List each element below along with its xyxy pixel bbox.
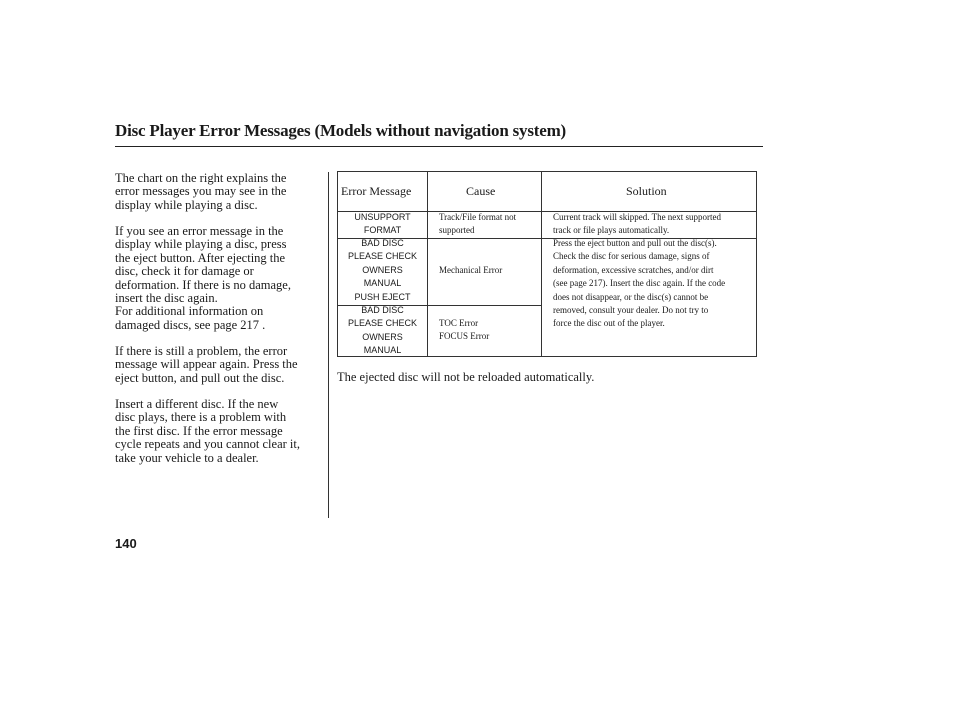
- solution-line: force the disc out of the player.: [553, 318, 665, 329]
- text-line: If you see an error message in the: [115, 224, 284, 238]
- error-messages-table: [337, 171, 757, 357]
- solution-line: removed, consult your dealer. Do not try to: [553, 305, 709, 316]
- table-divider: [427, 172, 428, 356]
- solution-line: does not disappear, or the disc(s) cannot be: [553, 291, 709, 302]
- header-error-message: Error Message: [341, 184, 412, 198]
- solution-line: deformation, excessive scratches, and/or dirt: [553, 264, 714, 275]
- text-line: the eject button. After ejecting the: [115, 250, 286, 265]
- cause-line: Track/File format not: [439, 212, 517, 222]
- cause-line: FOCUS Error: [439, 331, 490, 342]
- error-message-cell: [338, 211, 427, 238]
- solution-line: Check the disc for serious damage, signs of: [553, 251, 710, 262]
- solution-line: track or file plays automatically.: [553, 225, 670, 236]
- error-message-line: MANUAL: [363, 345, 402, 356]
- cause-line: TOC Error: [439, 318, 479, 328]
- cause-line: Mechanical Error: [439, 265, 503, 275]
- text-line: insert the disc again.: [115, 291, 218, 306]
- page-number: 140: [115, 536, 137, 551]
- text-line: take your vehicle to a dealer.: [115, 450, 259, 465]
- text-line: disc, check it for damage or: [115, 264, 254, 279]
- text-line: If there is still a problem, the error: [115, 344, 288, 358]
- error-message-cell: [338, 304, 427, 358]
- cause-cell: [439, 264, 502, 277]
- cause-cell: [439, 317, 489, 344]
- error-message-line: PLEASE CHECK: [347, 318, 418, 329]
- title-divider: [115, 146, 763, 147]
- text-line: message will appear again. Press the: [115, 357, 298, 372]
- text-line: disc plays, there is a problem with: [115, 410, 287, 425]
- text-line: eject button, and pull out the disc.: [115, 370, 285, 385]
- text-line: Insert a different disc. If the new: [115, 397, 279, 411]
- error-message-line: PLEASE CHECK: [347, 251, 418, 262]
- solution-cell: [553, 211, 721, 238]
- text-line: deformation. If there is no damage,: [115, 277, 291, 292]
- text-line: For additional information on: [115, 304, 264, 319]
- page-title: Disc Player Error Messages (Models without navigation system): [115, 121, 567, 140]
- column-divider: [328, 172, 329, 518]
- error-message-line: OWNERS: [362, 264, 403, 275]
- problem-persists-paragraph: [115, 345, 327, 385]
- different-disc-paragraph: [115, 398, 327, 465]
- eject-instructions-paragraph: [115, 225, 327, 332]
- text-line: error messages you may see in the: [115, 184, 287, 199]
- solution-line: Press the eject button and pull out the disc(s).: [553, 238, 717, 248]
- text-line: damaged discs, see page 217 .: [115, 317, 266, 332]
- text-line: The chart on the right explains the: [115, 171, 287, 185]
- cause-cell: [439, 211, 516, 238]
- cause-line: supported: [439, 225, 475, 236]
- header-cause: Cause: [466, 184, 496, 198]
- text-line: display while playing a disc, press: [115, 237, 287, 252]
- solution-line: (see page 217). Insert the disc again. If the code: [553, 278, 726, 289]
- error-message-line: OWNERS: [362, 331, 403, 342]
- solution-cell: [553, 237, 725, 331]
- error-message-cell: [338, 237, 427, 304]
- text-line: the first disc. If the error message: [115, 423, 283, 438]
- solution-line: Current track will skipped. The next supported: [553, 212, 722, 222]
- text-line: cycle repeats and you cannot clear it,: [115, 437, 300, 452]
- header-solution: Solution: [626, 184, 667, 198]
- error-message-line: BAD DISC: [361, 238, 404, 248]
- reload-note: The ejected disc will not be reloaded automatically.: [337, 370, 595, 384]
- error-message-line: PUSH EJECT: [354, 291, 411, 302]
- error-message-line: MANUAL: [363, 278, 402, 289]
- intro-paragraph: [115, 172, 327, 212]
- error-message-line: FORMAT: [363, 225, 402, 236]
- error-message-line: BAD DISC: [361, 305, 404, 315]
- text-line: display while playing a disc.: [115, 197, 258, 212]
- error-message-line: UNSUPPORT: [354, 212, 411, 222]
- table-divider: [541, 172, 542, 356]
